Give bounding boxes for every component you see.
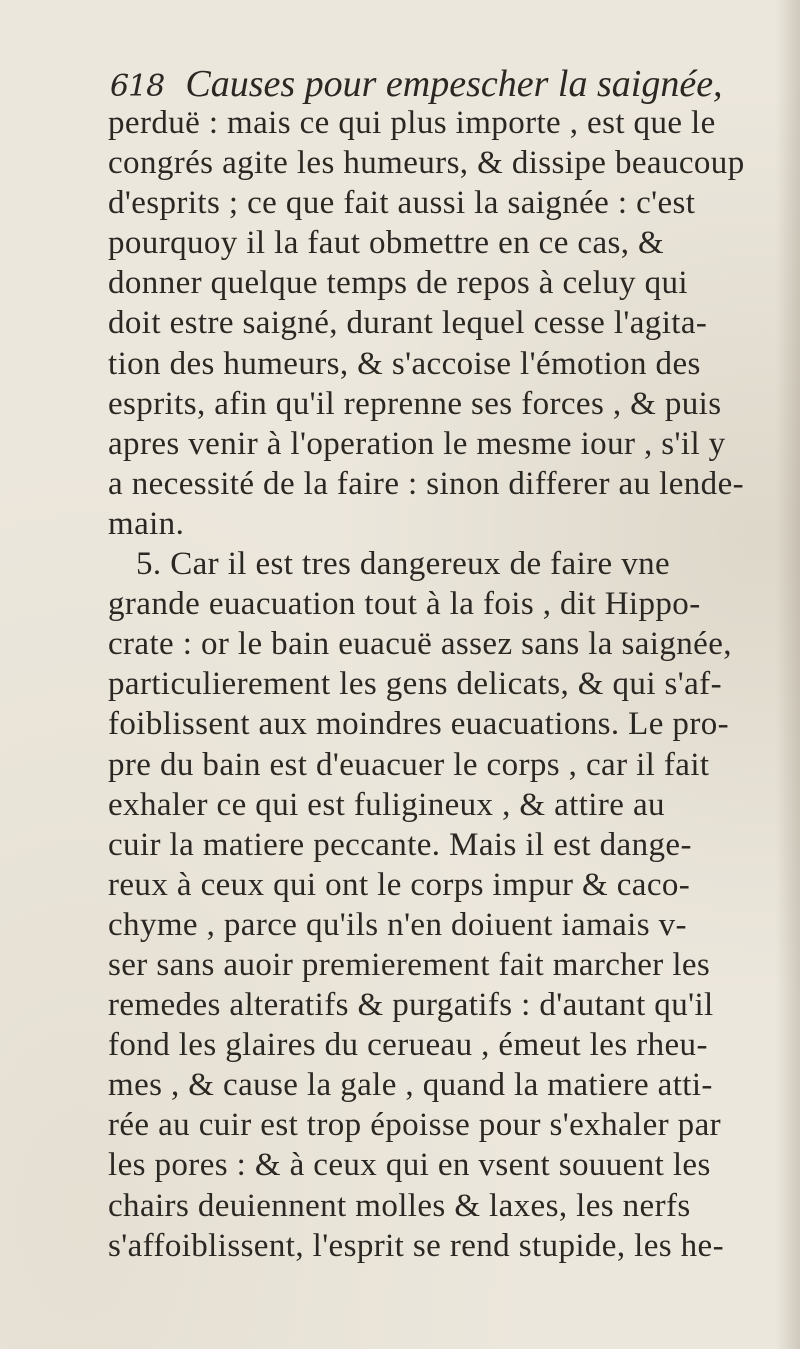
text-line: foiblissent aux moindres euacuations. Le pro- [108,706,730,743]
page-header [110,62,750,108]
text-line: particulierement les gens delicats, & qui s'af- [108,666,722,703]
text-line: ser sans auoir premierement fait marcher les [108,946,711,983]
text-line: main. [108,505,185,542]
text-line: exhaler ce qui est fuligineux , & attire au [108,786,665,823]
text-line: grande euacuation tout à la fois , dit Hippo- [108,586,701,623]
text-line: chairs deuiennent molles & laxes, les nerfs [108,1187,691,1224]
text-line: a necessité de la faire : sinon differer au lende- [108,465,745,502]
text-line: esprits, afin qu'il reprenne ses forces , & puis [108,385,722,422]
text-line: crate : or le bain euacuë assez sans la saignée, [108,626,732,663]
text-line: s'affoiblissent, l'esprit se rend stupide, les he- [108,1227,724,1264]
paragraph-start-line: 5. Car il est tres dangereux de faire vne [136,546,671,583]
text-line: donner quelque temps de repos à celuy qui [108,265,688,302]
text-line: pourquoy il la faut obmettre en ce cas, & [108,225,665,262]
text-line: chyme , parce qu'ils n'en doiuent iamais v- [108,906,687,943]
body-text [108,103,768,1266]
page-edge-shadow [776,0,800,1349]
text-line: remedes alteratifs & purgatifs : d'autant qu'il [108,987,714,1024]
running-head: Causes pour empescher la saignée, [185,63,723,105]
text-line: d'esprits ; ce que fait aussi la saignée : c'est [108,185,696,222]
text-line: reux à ceux qui ont le corps impur & caco- [108,866,691,903]
text-line: les pores : & à ceux qui en vsent souuent les [108,1147,711,1184]
text-line: apres venir à l'operation le mesme iour , s'il y [108,425,726,462]
text-line: pre du bain est d'euacuer le corps , car il fait [108,746,710,783]
text-line: congrés agite les humeurs, & dissipe beaucoup [108,145,745,182]
text-line: perduë : mais ce qui plus importe , est que le [108,105,716,141]
text-line: fond les glaires du cerueau , émeut les rheu- [108,1027,708,1064]
page-number: 618 [110,69,165,104]
text-line: cuir la matiere peccante. Mais il est dange- [108,826,692,863]
text-line: rée au cuir est trop époisse pour s'exhaler par [108,1107,722,1144]
text-line: mes , & cause la gale , quand la matiere atti- [108,1067,713,1104]
text-line: tion des humeurs, & s'accoise l'émotion des [108,345,701,382]
text-line: doit estre saigné, durant lequel cesse l'agita- [108,305,708,342]
